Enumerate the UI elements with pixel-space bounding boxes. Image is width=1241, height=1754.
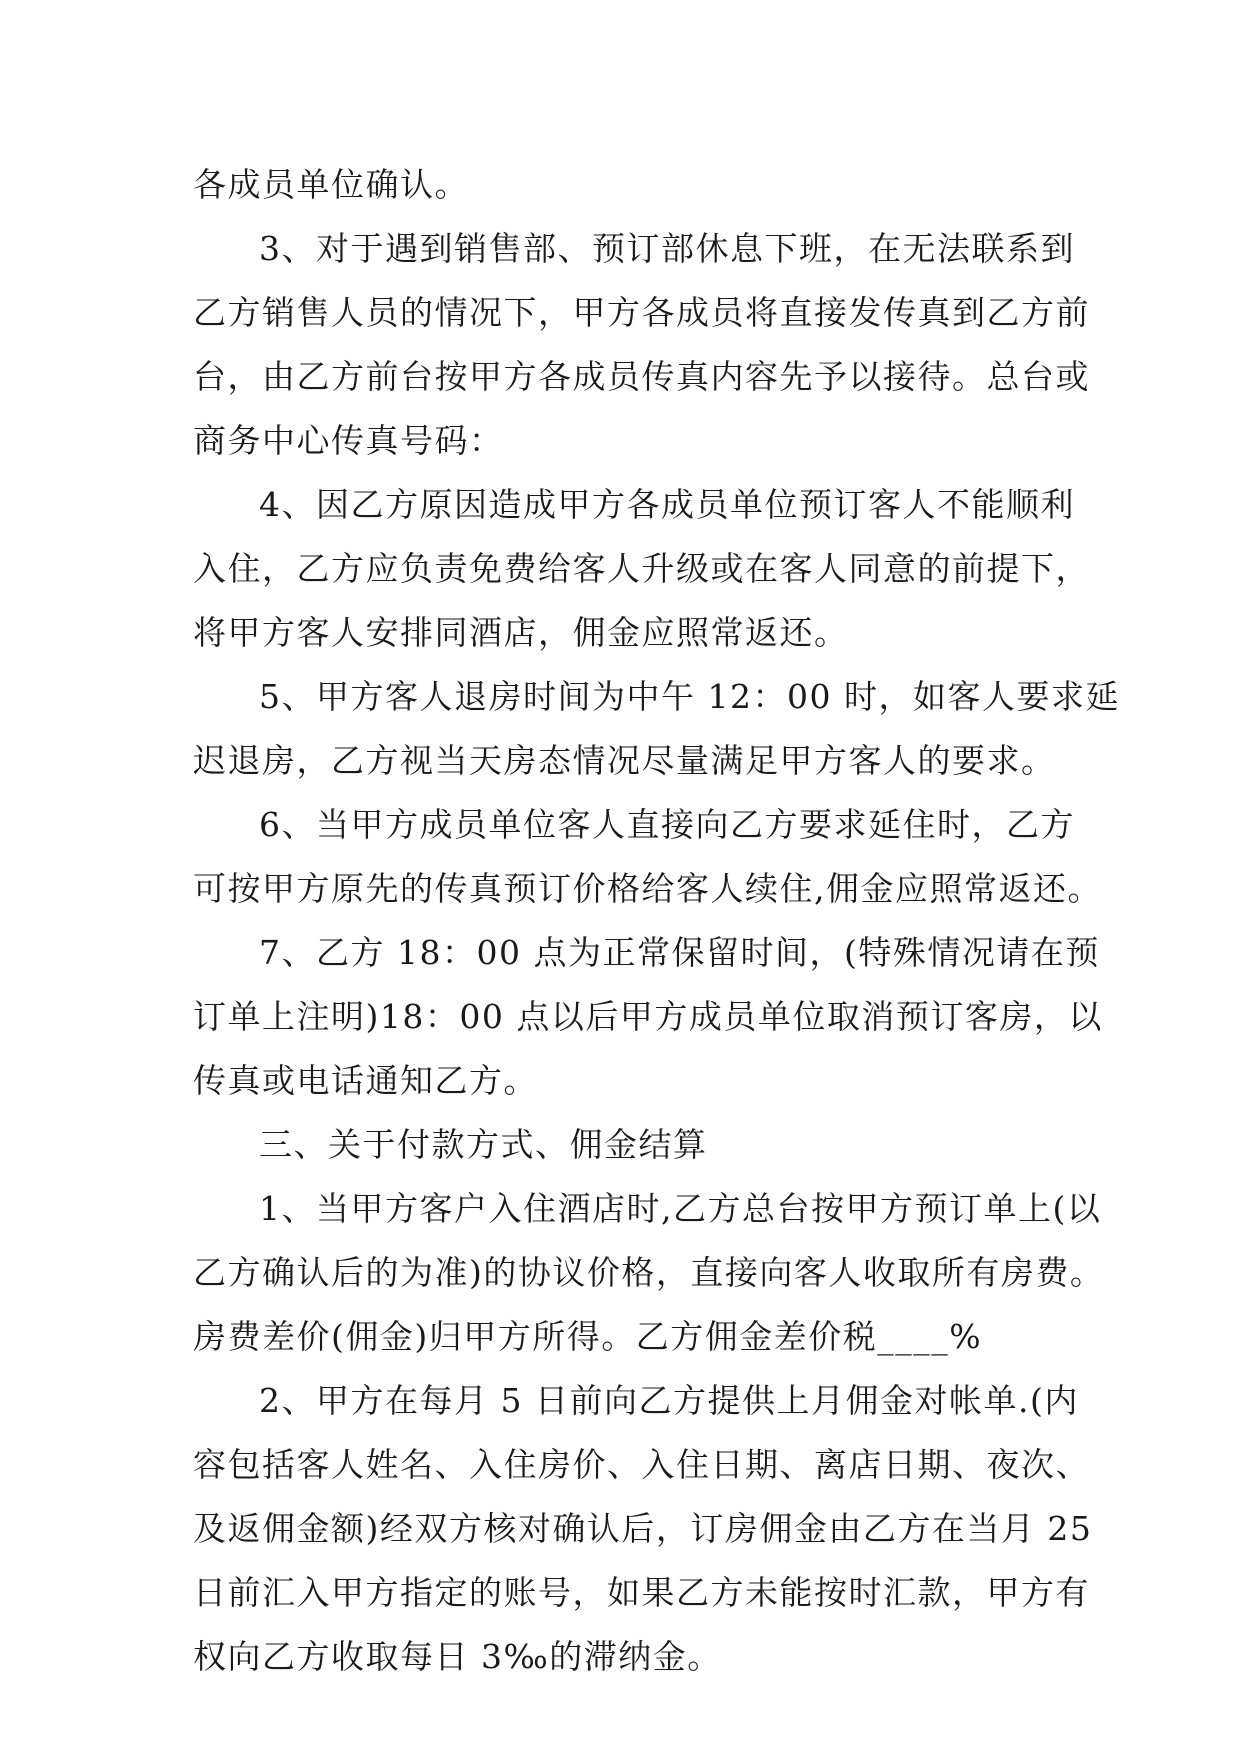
paragraph-s3-2-line-1: 2、甲方在每月 5 日前向乙方提供上月佣金对帐单.(内 [259, 1381, 1079, 1420]
text-line: 入住，乙方应负责免费给客人升级或在客人同意的前提下， [193, 549, 1090, 588]
text-line: 及返佣金额)经双方核对确认后，订房佣金由乙方在当月 25 [193, 1509, 1093, 1548]
text-line: 乙方确认后的为准)的协议价格，直接向客人收取所有房费。 [193, 1253, 1105, 1292]
text-line: 权向乙方收取每日 3‰的滞纳金。 [193, 1637, 722, 1676]
text-line: 乙方销售人员的情况下，甲方各成员将直接发传真到乙方前 [193, 293, 1090, 332]
text-line: 迟退房，乙方视当天房态情况尽量满足甲方客人的要求。 [193, 741, 1056, 780]
text-line: 容包括客人姓名、入住房价、入住日期、离店日期、夜次、 [193, 1445, 1090, 1484]
text-line: 订单上注明)18：00 点以后甲方成员单位取消预订客房，以 [193, 997, 1103, 1036]
paragraph-3-line-1: 3、对于遇到销售部、预订部休息下班，在无法联系到 [259, 229, 1075, 268]
text-line: 房费差价(佣金)归甲方所得。乙方佣金差价税____% [193, 1317, 983, 1356]
text-line: 可按甲方原先的传真预订价格给客人续住,佣金应照常返还。 [193, 869, 1102, 908]
paragraph-4-line-1: 4、因乙方原因造成甲方各成员单位预订客人不能顺利 [259, 485, 1075, 524]
text-line: 将甲方客人安排同酒店，佣金应照常返还。 [193, 613, 849, 652]
text-line: 商务中心传真号码： [193, 421, 504, 460]
text-line: 台，由乙方前台按甲方各成员传真内容先予以接待。总台或 [193, 357, 1090, 396]
text-line: 传真或电话通知乙方。 [193, 1061, 538, 1100]
paragraph-7-line-1: 7、乙方 18：00 点为正常保留时间，(特殊情况请在预 [259, 933, 1100, 972]
paragraph-s3-1-line-1: 1、当甲方客户入住酒店时,乙方总台按甲方预订单上(以 [259, 1189, 1102, 1228]
text-line: 各成员单位确认。 [193, 165, 469, 204]
text-line: 日前汇入甲方指定的账号，如果乙方未能按时汇款，甲方有 [193, 1573, 1090, 1612]
document-body [193, 153, 1120, 1689]
section-heading: 三、关于付款方式、佣金结算 [259, 1125, 708, 1164]
paragraph-6-line-1: 6、当甲方成员单位客人直接向乙方要求延住时，乙方 [259, 805, 1075, 844]
paragraph-5-line-1: 5、甲方客人退房时间为中午 12：00 时，如客人要求延 [259, 677, 1120, 716]
